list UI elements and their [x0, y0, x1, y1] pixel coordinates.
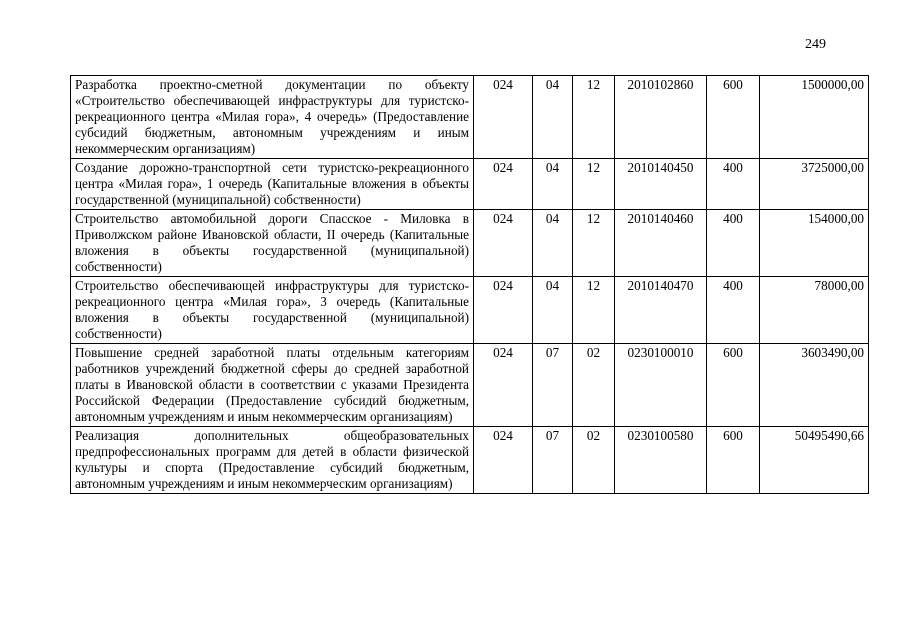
- subsection-code: 12: [573, 76, 615, 159]
- table-row: [71, 159, 869, 210]
- ministry-code: 024: [474, 344, 533, 427]
- row-description: Создание дорожно-транспортной сети туристско-рекреационного центра «Милая гора», 1 очередь (Капитальные вложения в объекты государственной (муниципальной) собственности): [71, 159, 474, 210]
- amount: 1500000,00: [760, 76, 869, 159]
- target-item-code: 2010140460: [615, 210, 707, 277]
- subsection-code: 02: [573, 427, 615, 494]
- subsection-code: 12: [573, 159, 615, 210]
- expense-type-code: 400: [707, 159, 760, 210]
- subsection-code: 12: [573, 210, 615, 277]
- subsection-code: 12: [573, 277, 615, 344]
- table-row: [71, 76, 869, 159]
- target-item-code: 0230100010: [615, 344, 707, 427]
- ministry-code: 024: [474, 76, 533, 159]
- expense-type-code: 600: [707, 427, 760, 494]
- row-description: Реализация дополнительных общеобразовательных предпрофессиональных программ для детей в области физической культуры и спорта (Предоставление субсидий бюджетным, автономным учреждениям и иным некоммерческим организациям): [71, 427, 474, 494]
- section-code: 07: [533, 344, 573, 427]
- subsection-code: 02: [573, 344, 615, 427]
- target-item-code: 2010140450: [615, 159, 707, 210]
- amount: 78000,00: [760, 277, 869, 344]
- budget-table: [70, 75, 869, 494]
- expense-type-code: 600: [707, 76, 760, 159]
- section-code: 04: [533, 159, 573, 210]
- target-item-code: 0230100580: [615, 427, 707, 494]
- expense-type-code: 600: [707, 344, 760, 427]
- target-item-code: 2010140470: [615, 277, 707, 344]
- ministry-code: 024: [474, 277, 533, 344]
- expense-type-code: 400: [707, 277, 760, 344]
- table-row: [71, 277, 869, 344]
- section-code: 04: [533, 76, 573, 159]
- amount: 154000,00: [760, 210, 869, 277]
- section-code: 07: [533, 427, 573, 494]
- amount: 50495490,66: [760, 427, 869, 494]
- table-row: [71, 344, 869, 427]
- page-number: 249: [805, 37, 826, 52]
- target-item-code: 2010102860: [615, 76, 707, 159]
- table-body: [71, 76, 869, 494]
- row-description: Строительство автомобильной дороги Спасское - Миловка в Приволжском районе Ивановской области, II очередь (Капитальные вложения в объекты государственной (муниципальной) собственности): [71, 210, 474, 277]
- section-code: 04: [533, 277, 573, 344]
- amount: 3603490,00: [760, 344, 869, 427]
- ministry-code: 024: [474, 210, 533, 277]
- row-description: Строительство обеспечивающей инфраструктуры для туристско-рекреационного центра «Милая гора», 3 очередь (Капитальные вложения в объекты государственной (муниципальной) собственности): [71, 277, 474, 344]
- table-row: [71, 427, 869, 494]
- section-code: 04: [533, 210, 573, 277]
- amount: 3725000,00: [760, 159, 869, 210]
- row-description: Повышение средней заработной платы отдельным категориям работников учреждений бюджетной сферы до средней заработной платы в Ивановской области в соответствии с указами Президента Российской Федерации (Предоставление субсидий бюджетным, автономным учреждениям и иным некоммерческим организациям): [71, 344, 474, 427]
- expense-type-code: 400: [707, 210, 760, 277]
- ministry-code: 024: [474, 159, 533, 210]
- row-description: Разработка проектно-сметной документации по объекту «Строительство обеспечивающей инфраструктуры для туристско-рекреационного центра «Милая гора», 4 очередь» (Предоставление субсидий бюджетным, автономным учреждениям и иным некоммерческим организациям): [71, 76, 474, 159]
- ministry-code: 024: [474, 427, 533, 494]
- table-row: [71, 210, 869, 277]
